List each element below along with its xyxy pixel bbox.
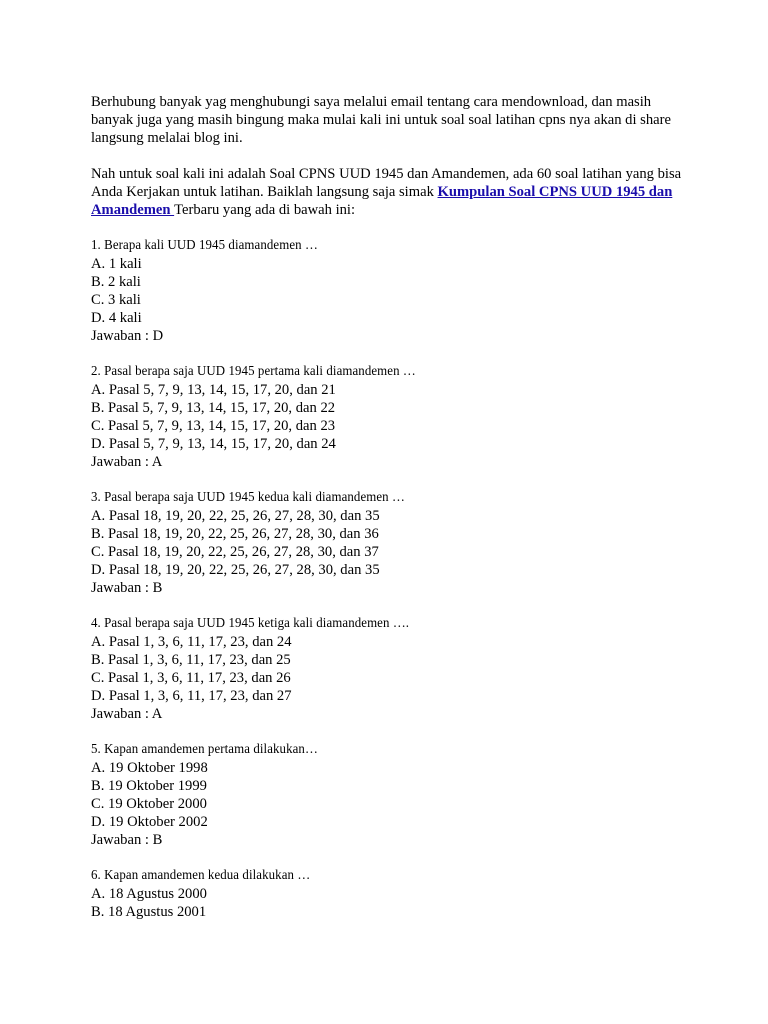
option-c: C. Pasal 1, 3, 6, 11, 17, 23, dan 26 (91, 670, 291, 686)
answer: Jawaban : B (91, 580, 163, 596)
option-b: B. Pasal 18, 19, 20, 22, 25, 26, 27, 28, 30, dan 36 (91, 526, 379, 542)
question-6 (91, 867, 691, 921)
option-b: B. Pasal 5, 7, 9, 13, 14, 15, 17, 20, dan 22 (91, 400, 336, 416)
question-4 (91, 615, 691, 723)
question-2 (91, 363, 691, 471)
option-d: D. Pasal 1, 3, 6, 11, 17, 23, dan 27 (91, 688, 292, 704)
option-a: A. Pasal 1, 3, 6, 11, 17, 23, dan 24 (91, 634, 292, 650)
question-text: 6. Kapan amandemen kedua dilakukan … (91, 868, 311, 883)
option-c: C. 3 kali (91, 292, 141, 308)
intro-paragraph-1: Berhubung banyak yag menghubungi saya melalui email tentang cara mendownload, dan masih banyak juga yang masih bingung maka mulai kali ini untuk soal soal latihan cpns nya akan di share langsung melalai blog ini. (91, 94, 671, 146)
option-a: A. 1 kali (91, 256, 142, 272)
option-a: A. 18 Agustus 2000 (91, 886, 207, 902)
option-c: C. 19 Oktober 2000 (91, 796, 207, 812)
option-b: B. 18 Agustus 2001 (91, 904, 207, 920)
question-text: 5. Kapan amandemen pertama dilakukan… (91, 742, 318, 757)
question-text: 3. Pasal berapa saja UUD 1945 kedua kali diamandemen … (91, 490, 406, 505)
document-page (91, 93, 691, 939)
option-c: C. Pasal 5, 7, 9, 13, 14, 15, 17, 20, dan 23 (91, 418, 336, 434)
option-d: D. 19 Oktober 2002 (91, 814, 208, 830)
option-c: C. Pasal 18, 19, 20, 22, 25, 26, 27, 28, 30, dan 37 (91, 544, 379, 560)
option-a: A. Pasal 5, 7, 9, 13, 14, 15, 17, 20, dan 21 (91, 382, 336, 398)
question-text: 4. Pasal berapa saja UUD 1945 ketiga kali diamandemen …. (91, 616, 410, 631)
answer: Jawaban : A (91, 454, 163, 470)
intro-paragraph-2-text: Nah untuk soal kali ini adalah Soal CPNS UUD 1945 dan Amandemen, ada 60 soal latihan yang bisa Anda Kerjakan untuk latihan. Baiklah langsung saja simak (91, 166, 682, 200)
answer: Jawaban : D (91, 328, 164, 344)
answer: Jawaban : A (91, 706, 163, 722)
question-1 (91, 237, 691, 345)
option-b: B. 19 Oktober 1999 (91, 778, 207, 794)
question-text: 2. Pasal berapa saja UUD 1945 pertama kali diamandemen … (91, 364, 416, 379)
option-a: A. Pasal 18, 19, 20, 22, 25, 26, 27, 28, 30, dan 35 (91, 508, 380, 524)
option-a: A. 19 Oktober 1998 (91, 760, 208, 776)
question-3 (91, 489, 691, 597)
answer: Jawaban : B (91, 832, 163, 848)
question-5 (91, 741, 691, 849)
option-d: D. Pasal 5, 7, 9, 13, 14, 15, 17, 20, dan 24 (91, 436, 336, 452)
option-d: D. 4 kali (91, 310, 142, 326)
intro-paragraph-2-tail: Terbaru yang ada di bawah ini: (174, 202, 356, 218)
kumpulan-soal-link[interactable]: Kumpulan Soal CPNS UUD 1945 dan Amandemen (91, 184, 673, 218)
option-b: B. 2 kali (91, 274, 141, 290)
question-text: 1. Berapa kali UUD 1945 diamandemen … (91, 238, 318, 253)
option-b: B. Pasal 1, 3, 6, 11, 17, 23, dan 25 (91, 652, 291, 668)
option-d: D. Pasal 18, 19, 20, 22, 25, 26, 27, 28, 30, dan 35 (91, 562, 380, 578)
intro-paragraph-2 (91, 165, 691, 219)
